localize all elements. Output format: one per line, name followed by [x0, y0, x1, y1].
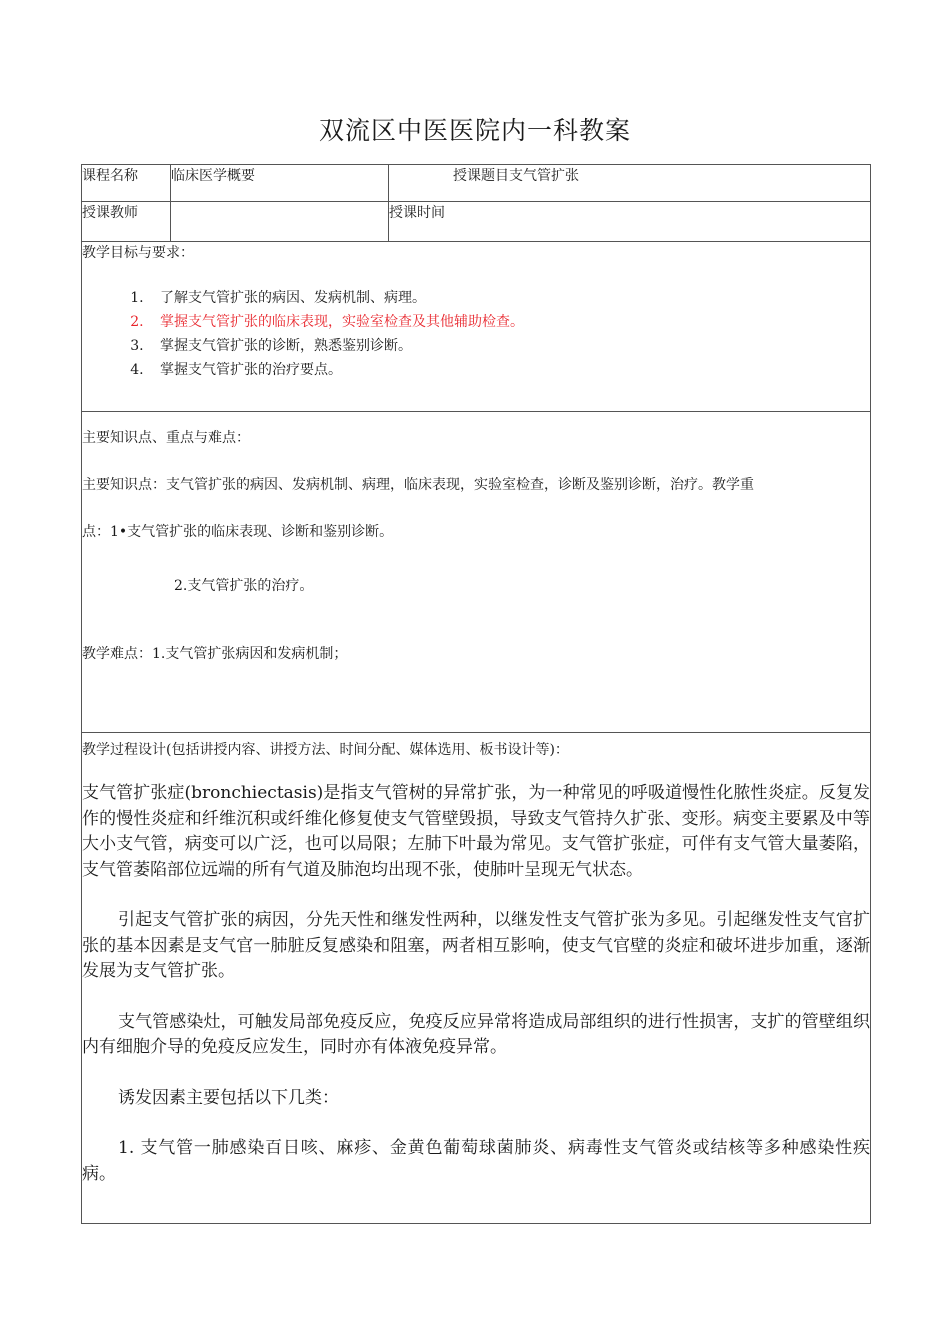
- page-title: 双流区中医医院内一科教案: [318, 116, 631, 145]
- key-points-line: 主要知识点：支气管扩张的病因、发病机制、病理，临床表现，实验室检查，诊断及鉴别诊断，治疗。教学重: [82, 477, 754, 493]
- key-points-row: [82, 412, 871, 733]
- course-label: 课程名称: [82, 165, 171, 202]
- objective-item: 3. 掌握支气管扩张的诊断，熟悉鉴别诊断。: [148, 334, 870, 358]
- process-paragraph: 1. 支气管一肺感染百日咳、麻疹、金黄色葡萄球菌肺炎、病毒性支气管炎或结核等多种感染性疾病。: [82, 1138, 870, 1184]
- process-paragraph: 支气管扩张症(bronchiectasis)是指支气管树的异常扩张，为一种常见的呼吸道慢性化脓性炎症。反复发作的慢性炎症和纤维沉积或纤维化修复使支气管壁毁损，导致支气管持久扩张、变形。病变主要累及中等大小支气管，病变可以广泛，也可以局限；左肺下叶最为常见。支气管扩张症，可伴有支气管大量萎陷，支气管萎陷部位远端的所有气道及肺泡均出现不张，使肺叶呈现无气状态。: [82, 783, 870, 880]
- objectives-cell: [82, 242, 871, 412]
- objective-item: 4. 掌握支气管扩张的治疗要点。: [148, 358, 870, 382]
- difficulty-line: 教学难点：1.支气管扩张病因和发病机制；: [82, 646, 348, 662]
- objective-item-highlight: 2. 掌握支气管扩张的临床表现，实验室检查及其他辅助检查。: [148, 310, 870, 334]
- lesson-plan-table: [81, 164, 871, 1224]
- objectives-row: [82, 242, 871, 412]
- process-paragraph: 引起支气管扩张的病因，分先天性和继发性两种，以继发性支气管扩张为多见。引起继发性支气官扩张的基本因素是支气官一肺脏反复感染和阻塞，两者相互影响，使支气官壁的炎症和破坏进步加重，逐渐发展为支气管扩张。: [82, 910, 870, 981]
- objective-item: 1. 了解支气管扩张的病因、发病机制、病理。: [148, 286, 870, 310]
- process-paragraph: 诱发因素主要包括以下几类：: [118, 1087, 339, 1108]
- time-label: 授课时间: [389, 202, 871, 242]
- teacher-row: [82, 202, 871, 242]
- process-cell: [82, 733, 871, 1224]
- key-points-cell: [82, 412, 871, 733]
- course-row: [82, 165, 871, 202]
- teacher-label: 授课教师: [82, 202, 171, 242]
- topic-label: 授课题目支气管扩张: [389, 165, 871, 202]
- process-heading: 教学过程设计(包括讲授内容、讲授方法、时间分配、媒体选用、板书设计等)：: [82, 742, 569, 758]
- key-points-heading: 主要知识点、重点与难点：: [82, 430, 250, 446]
- key-points-line: 2.支气管扩张的治疗。: [174, 578, 314, 594]
- objectives-heading: 教学目标与要求：: [82, 245, 194, 261]
- course-value: 临床医学概要: [171, 165, 389, 202]
- process-paragraph: 支气管感染灶，可触发局部免疫反应，免疫反应异常将造成局部组织的进行性损害，支扩的管壁组织内有细胞介导的免疫反应发生，同时亦有体液免疫异常。: [82, 1011, 870, 1057]
- teacher-value: [171, 202, 389, 242]
- objectives-list: [82, 286, 870, 382]
- key-points-line: 点：1•支气管扩张的临床表现、诊断和鉴别诊断。: [82, 524, 394, 540]
- process-row: [82, 733, 871, 1224]
